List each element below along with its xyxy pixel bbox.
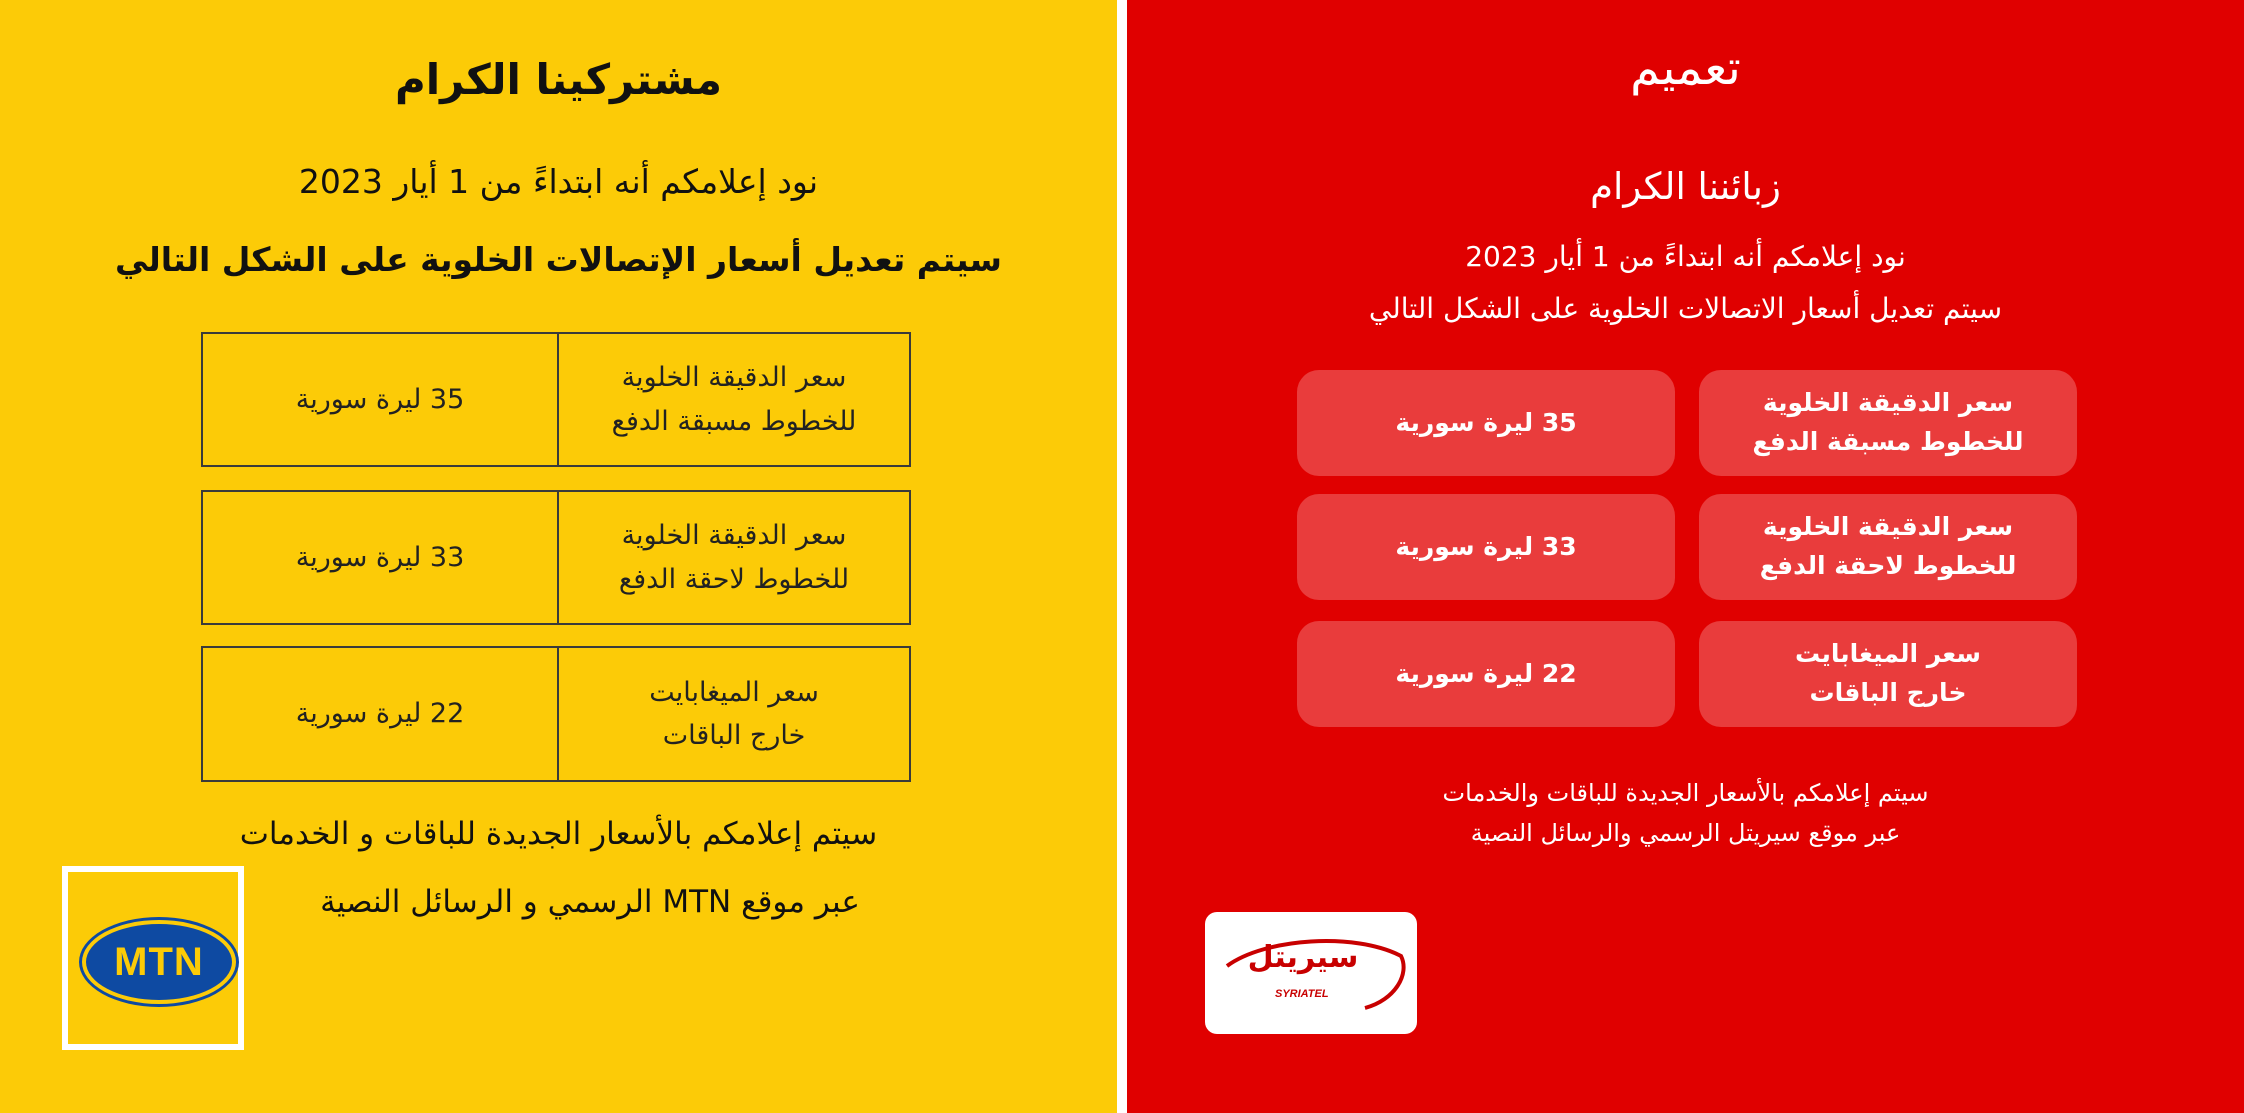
mtn-price-label: [559, 334, 909, 465]
syriatel-footer-line: عبر موقع سيريتل الرسمي والرسائل النصية: [1470, 819, 1901, 847]
syriatel-price-label-line: خارج الباقات: [1809, 678, 1967, 707]
mtn-intro-line: نود إعلامكم أنه ابتداءً من 1 أيار 2023: [298, 162, 819, 201]
mtn-price-label-line: للخطوط مسبقة الدفع: [611, 405, 857, 437]
syriatel-price-label-line: للخطوط مسبقة الدفع: [1752, 427, 2024, 456]
mtn-price-row-prepaid: [201, 332, 911, 467]
syriatel-price-label-line: للخطوط لاحقة الدفع: [1759, 551, 2017, 580]
mtn-title: مشتركينا الكرام: [394, 55, 723, 104]
syriatel-price-label: [1699, 621, 2077, 727]
mtn-price-value: 22 ليرة سورية: [203, 648, 559, 780]
syriatel-intro-line: سيتم تعديل أسعار الاتصالات الخلوية على الشكل التالي: [1368, 292, 2003, 325]
syriatel-greeting: زبائننا الكرام: [1590, 165, 1781, 208]
mtn-intro-line-bold: سيتم تعديل أسعار الإتصالات الخلوية على الشكل التالي: [114, 240, 1003, 279]
mtn-announcement-panel: [0, 0, 1117, 1113]
syriatel-price-label: [1699, 370, 2077, 476]
syriatel-intro-line: نود إعلامكم أنه ابتداءً من 1 أيار 2023: [1465, 240, 1906, 273]
syriatel-logo-arabic: سيريتل: [1247, 940, 1359, 975]
mtn-price-label: [559, 648, 909, 780]
syriatel-logo: [1205, 912, 1417, 1034]
mtn-price-label-line: سعر الدقيقة الخلوية: [621, 520, 847, 552]
mtn-logo-oval: [82, 920, 236, 1004]
syriatel-price-value: 22 ليرة سورية: [1297, 621, 1675, 727]
syriatel-title: تعميم: [1630, 40, 1741, 96]
panel-divider: [1117, 0, 1127, 1113]
syriatel-price-value: 33 ليرة سورية: [1297, 494, 1675, 600]
mtn-footer-line: سيتم إعلامكم بالأسعار الجديدة للباقات و الخدمات: [239, 816, 878, 852]
mtn-price-label-line: خارج الباقات: [662, 720, 806, 751]
syriatel-price-label-line: سعر الدقيقة الخلوية: [1762, 512, 2014, 542]
mtn-price-value: 35 ليرة سورية: [203, 334, 559, 465]
mtn-price-label: [559, 492, 909, 623]
syriatel-logo-english: SYRIATEL: [1275, 988, 1329, 1000]
mtn-price-label-line: سعر الدقيقة الخلوية: [621, 362, 847, 394]
syriatel-price-label-line: سعر الميغابايت: [1795, 639, 1981, 669]
mtn-price-label-line: للخطوط لاحقة الدفع: [618, 563, 850, 595]
syriatel-price-value: 35 ليرة سورية: [1297, 370, 1675, 476]
mtn-price-row-megabyte: [201, 646, 911, 782]
mtn-footer-line: عبر موقع MTN الرسمي و الرسائل النصية: [320, 884, 860, 920]
mtn-price-row-postpaid: [201, 490, 911, 625]
syriatel-announcement-panel: [1127, 0, 2244, 1113]
mtn-price-label-line: سعر الميغابايت: [649, 676, 819, 708]
mtn-logo-text: MTN: [114, 939, 204, 984]
syriatel-footer-line: سيتم إعلامكم بالأسعار الجديدة للباقات والخدمات: [1442, 779, 1929, 807]
mtn-logo: [62, 866, 244, 1050]
mtn-price-value: 33 ليرة سورية: [203, 492, 559, 623]
syriatel-price-label-line: سعر الدقيقة الخلوية: [1762, 388, 2014, 418]
syriatel-price-label: [1699, 494, 2077, 600]
